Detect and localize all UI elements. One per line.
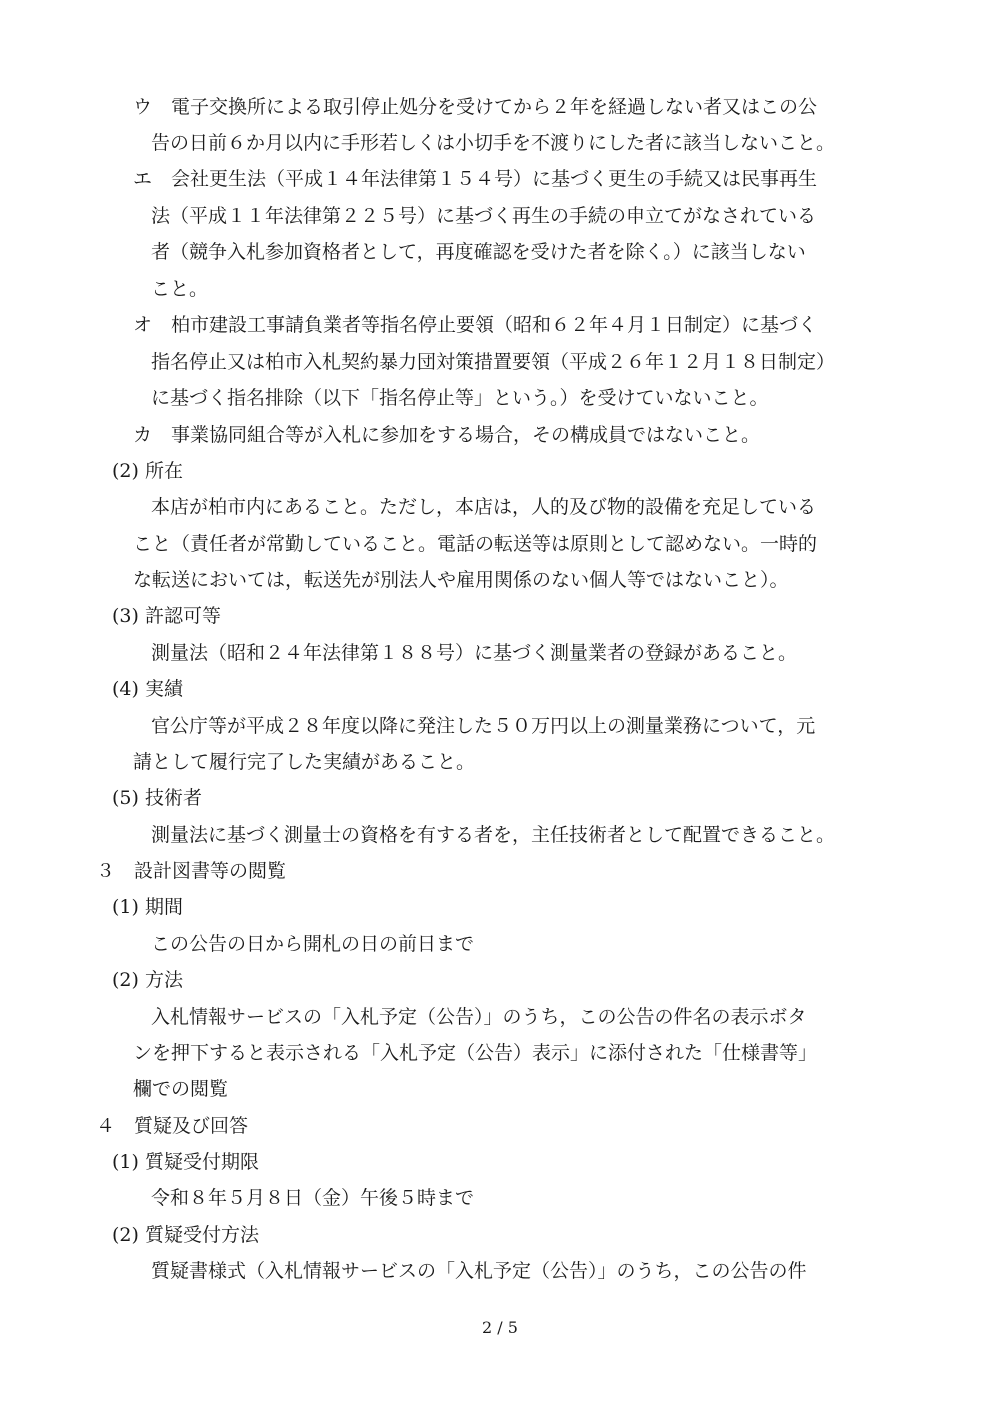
text-line: 欄での閲覧 xyxy=(133,1078,229,1100)
page-number: 2 / 5 xyxy=(482,1318,518,1337)
text-line: 法（平成１１年法律第２２５号）に基づく再生の手続の申立てがなされている xyxy=(151,205,817,227)
text-line: 本店が柏市内にあること。ただし，本店は，人的及び物的設備を充足している xyxy=(151,496,817,518)
text-line: オ 柏市建設工事請負業者等指名停止要領（昭和６２年４月１日制定）に基づく xyxy=(133,314,818,336)
text-line: 請として履行完了した実績があること。 xyxy=(133,751,476,773)
text-line: な転送においては，転送先が別法人や雇用関係のない個人等ではないこと）。 xyxy=(133,569,789,591)
text-line: 官公庁等が平成２８年度以降に発注した５０万円以上の測量業務について，元 xyxy=(151,715,816,737)
text-line: カ 事業協同組合等が入札に参加をする場合，その構成員ではないこと。 xyxy=(133,424,761,446)
text-line: 測量法に基づく測量士の資格を有する者を，主任技術者として配置できること。 xyxy=(151,824,836,846)
section-heading: (2) 所在 xyxy=(112,460,183,482)
chapter-heading: ４ 質疑及び回答 xyxy=(96,1115,249,1137)
text-line: こと。 xyxy=(151,278,209,300)
section-heading: (4) 実績 xyxy=(112,678,183,700)
text-line: こと（責任者が常勤していること。電話の転送等は原則として認めない。一時的 xyxy=(133,533,818,555)
text-line: ウ 電子交換所による取引停止処分を受けてから２年を経過しない者又はこの公 xyxy=(133,96,818,118)
section-heading: (3) 許認可等 xyxy=(112,605,221,627)
text-line: 令和８年５月８日（金）午後５時まで xyxy=(151,1187,475,1209)
text-line: 指名停止又は柏市入札契約暴力団対策措置要領（平成２６年１２月１８日制定） xyxy=(151,351,836,373)
chapter-heading: ３ 設計図書等の閲覧 xyxy=(96,860,287,882)
text-line: 入札情報サービスの「入札予定（公告）」のうち，この公告の件名の表示ボタ xyxy=(151,1006,807,1028)
text-line: に基づく指名排除（以下「指名停止等」という。）を受けていないこと。 xyxy=(151,387,769,409)
text-line: ンを押下すると表示される「入札予定（公告）表示」に添付された「仕様書等」 xyxy=(133,1042,818,1064)
text-line: この公告の日から開札の日の前日まで xyxy=(151,933,475,955)
text-line: 告の日前６か月以内に手形若しくは小切手を不渡りにした者に該当しないこと。 xyxy=(151,132,836,154)
text-line: エ 会社更生法（平成１４年法律第１５４号）に基づく更生の手続又は民事再生 xyxy=(133,168,818,190)
section-heading: (1) 質疑受付期限 xyxy=(112,1151,259,1173)
section-heading: (2) 質疑受付方法 xyxy=(112,1224,259,1246)
section-heading: (2) 方法 xyxy=(112,969,183,991)
section-heading: (5) 技術者 xyxy=(112,787,202,809)
text-line: 質疑書様式（入札情報サービスの「入札予定（公告）」のうち，この公告の件 xyxy=(151,1260,807,1282)
section-heading: (1) 期間 xyxy=(112,896,183,918)
text-line: 者（競争入札参加資格者として，再度確認を受けた者を除く。）に該当しない xyxy=(151,241,806,263)
text-line: 測量法（昭和２４年法律第１８８号）に基づく測量業者の登録があること。 xyxy=(151,642,798,664)
